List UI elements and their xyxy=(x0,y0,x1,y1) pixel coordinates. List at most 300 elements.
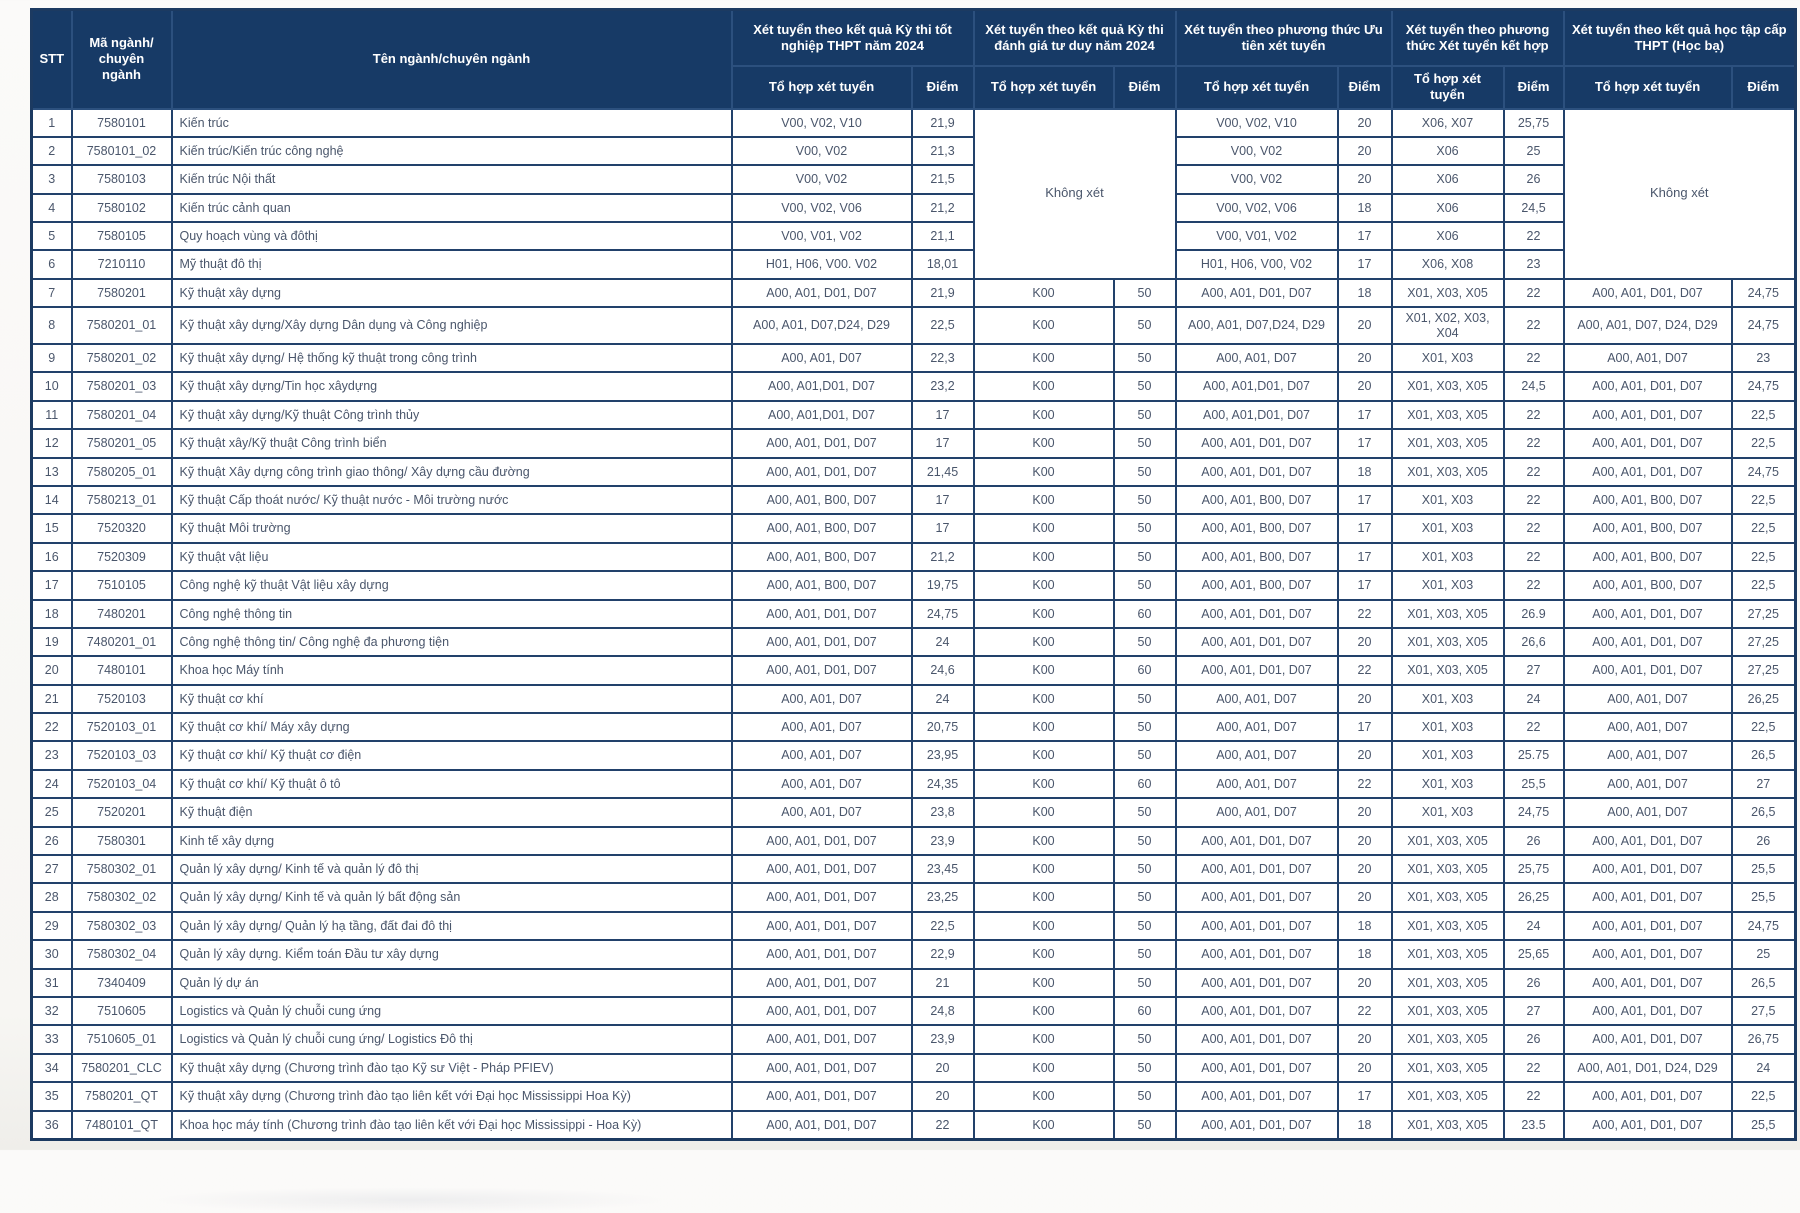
admission-scores-table xyxy=(30,8,1797,1141)
cell-kethop-diem: 24,5 xyxy=(1504,372,1564,400)
table-row xyxy=(32,571,1796,599)
cell-stt: 26 xyxy=(32,827,72,855)
table-row xyxy=(32,1082,1796,1110)
cell-thpt-diem: 24,75 xyxy=(912,600,974,628)
cell-thpt-diem: 23,45 xyxy=(912,855,974,883)
cell-code: 7580201_05 xyxy=(72,429,172,457)
cell-thpt-tohop: A00, A01, D01, D07 xyxy=(732,969,912,997)
cell-kethop-diem: 24 xyxy=(1504,912,1564,940)
subheader-tohop-thpt: Tổ hợp xét tuyển xyxy=(732,66,912,109)
cell-tuduy-diem: 50 xyxy=(1114,1082,1176,1110)
header-group-uu-tien: Xét tuyển theo phương thức Ưu tiên xét tuyển xyxy=(1176,10,1392,67)
cell-hocba-diem: 22,5 xyxy=(1732,713,1796,741)
cell-code: 7480101 xyxy=(72,656,172,684)
cell-name: Công nghệ thông tin/ Công nghệ đa phương tiện xyxy=(172,628,732,656)
cell-tuduy-tohop: K00 xyxy=(974,486,1114,514)
cell-uutien-tohop: A00, A01, D01, D07 xyxy=(1176,458,1338,486)
cell-code: 7580103 xyxy=(72,165,172,193)
cell-uutien-tohop: A00, A01, D01, D07 xyxy=(1176,1025,1338,1053)
cell-stt: 25 xyxy=(32,798,72,826)
table-row xyxy=(32,628,1796,656)
cell-kethop-diem: 26 xyxy=(1504,827,1564,855)
cell-thpt-tohop: V00, V02, V06 xyxy=(732,194,912,222)
cell-hocba-diem: 22,5 xyxy=(1732,486,1796,514)
cell-name: Quản lý xây dựng/ Kinh tế và quản lý bất động sản xyxy=(172,883,732,911)
cell-name: Kỹ thuật xây dựng/Kỹ thuật Công trình thủy xyxy=(172,401,732,429)
cell-thpt-diem: 21,1 xyxy=(912,222,974,250)
cell-tuduy-diem: 50 xyxy=(1114,372,1176,400)
cell-hocba-diem: 27 xyxy=(1732,770,1796,798)
cell-thpt-diem: 23,2 xyxy=(912,372,974,400)
cell-uutien-diem: 18 xyxy=(1338,279,1392,307)
cell-tuduy-diem: 50 xyxy=(1114,741,1176,769)
table-row xyxy=(32,1025,1796,1053)
header-group-hoc-ba: Xét tuyển theo kết quả học tập cấp THPT (Học bạ) xyxy=(1564,10,1796,67)
subheader-tohop-tu-duy: Tổ hợp xét tuyển xyxy=(974,66,1114,109)
cell-name: Kinh tế xây dựng xyxy=(172,827,732,855)
cell-kethop-tohop: X01, X03 xyxy=(1392,770,1504,798)
cell-hocba-diem: 22,5 xyxy=(1732,429,1796,457)
cell-hocba-tohop: A00, A01, D01, D07 xyxy=(1564,940,1732,968)
cell-uutien-tohop: A00, A01, D01, D07 xyxy=(1176,1111,1338,1140)
cell-hocba-diem: 25,5 xyxy=(1732,1111,1796,1140)
table-row xyxy=(32,543,1796,571)
cell-code: 7480201_01 xyxy=(72,628,172,656)
cell-thpt-diem: 17 xyxy=(912,514,974,542)
cell-hocba-diem: 22,5 xyxy=(1732,543,1796,571)
cell-kethop-diem: 25 xyxy=(1504,137,1564,165)
cell-hocba-diem: 22,5 xyxy=(1732,401,1796,429)
cell-thpt-diem: 21,9 xyxy=(912,279,974,307)
cell-name: Kỹ thuật Xây dựng công trình giao thông/ Xây dựng cầu đường xyxy=(172,458,732,486)
cell-hocba-tohop: A00, A01, D01, D07 xyxy=(1564,458,1732,486)
cell-name: Kỹ thuật điện xyxy=(172,798,732,826)
table-row xyxy=(32,656,1796,684)
cell-name: Kỹ thuật cơ khí/ Kỹ thuật ô tô xyxy=(172,770,732,798)
table-row xyxy=(32,600,1796,628)
cell-stt: 22 xyxy=(32,713,72,741)
cell-uutien-diem: 20 xyxy=(1338,798,1392,826)
cell-hocba-diem: 23 xyxy=(1732,344,1796,372)
cell-hocba-diem: 24 xyxy=(1732,1054,1796,1082)
cell-name: Công nghệ kỹ thuật Vật liệu xây dựng xyxy=(172,571,732,599)
table-row xyxy=(32,997,1796,1025)
cell-uutien-diem: 20 xyxy=(1338,855,1392,883)
cell-kethop-tohop: X01, X03, X05 xyxy=(1392,401,1504,429)
header-stt: STT xyxy=(32,10,72,109)
cell-stt: 5 xyxy=(32,222,72,250)
cell-name: Quy hoạch vùng và đôthị xyxy=(172,222,732,250)
cell-kethop-tohop: X01, X03, X05 xyxy=(1392,429,1504,457)
cell-stt: 35 xyxy=(32,1082,72,1110)
cell-kethop-diem: 25,75 xyxy=(1504,855,1564,883)
cell-uutien-tohop: A00, A01, D07,D24, D29 xyxy=(1176,307,1338,344)
cell-kethop-diem: 22 xyxy=(1504,1082,1564,1110)
cell-kethop-diem: 22 xyxy=(1504,486,1564,514)
cell-uutien-tohop: A00, A01, D01, D07 xyxy=(1176,940,1338,968)
cell-hocba-tohop: A00, A01, D07, D24, D29 xyxy=(1564,307,1732,344)
cell-tuduy-diem: 60 xyxy=(1114,997,1176,1025)
cell-hocba-tohop: A00, A01, D01, D07 xyxy=(1564,883,1732,911)
cell-kethop-diem: 26 xyxy=(1504,969,1564,997)
cell-kethop-tohop: X01, X03, X05 xyxy=(1392,372,1504,400)
cell-uutien-diem: 20 xyxy=(1338,741,1392,769)
cell-stt: 8 xyxy=(32,307,72,344)
cell-thpt-diem: 21,45 xyxy=(912,458,974,486)
cell-thpt-tohop: H01, H06, V00. V02 xyxy=(732,250,912,278)
cell-uutien-tohop: H01, H06, V00, V02 xyxy=(1176,250,1338,278)
cell-kethop-tohop: X01, X03, X05 xyxy=(1392,1025,1504,1053)
cell-stt: 16 xyxy=(32,543,72,571)
table-header xyxy=(32,10,1796,109)
cell-thpt-tohop: A00, A01,D01, D07 xyxy=(732,401,912,429)
cell-thpt-tohop: A00, A01, B00, D07 xyxy=(732,571,912,599)
cell-code: 7580102 xyxy=(72,194,172,222)
cell-name: Kiến trúc xyxy=(172,109,732,137)
cell-stt: 34 xyxy=(32,1054,72,1082)
cell-uutien-tohop: A00, A01, D07 xyxy=(1176,713,1338,741)
cell-thpt-tohop: A00, A01, D01, D07 xyxy=(732,656,912,684)
cell-hocba-tohop: A00, A01, D01, D07 xyxy=(1564,855,1732,883)
cell-code: 7580302_02 xyxy=(72,883,172,911)
cell-uutien-tohop: V00, V02 xyxy=(1176,165,1338,193)
cell-name: Kỹ thuật xây dựng (Chương trình đào tạo Kỹ sư Việt - Pháp PFIEV) xyxy=(172,1054,732,1082)
cell-hocba-diem: 24,75 xyxy=(1732,912,1796,940)
cell-thpt-diem: 20,75 xyxy=(912,713,974,741)
cell-hocba-diem: 27,25 xyxy=(1732,656,1796,684)
cell-thpt-tohop: A00, A01, D01, D07 xyxy=(732,997,912,1025)
cell-hocba-tohop: A00, A01, D01, D07 xyxy=(1564,656,1732,684)
cell-thpt-tohop: A00, A01, D01, D07 xyxy=(732,279,912,307)
cell-hocba-tohop: A00, A01, D01, D07 xyxy=(1564,827,1732,855)
cell-kethop-diem: 25,5 xyxy=(1504,770,1564,798)
subheader-diem-uu-tien: Điểm xyxy=(1338,66,1392,109)
cell-code: 7580201_02 xyxy=(72,344,172,372)
cell-hocba-tohop: A00, A01, B00, D07 xyxy=(1564,543,1732,571)
cell-thpt-tohop: A00, A01, D07 xyxy=(732,770,912,798)
cell-uutien-diem: 20 xyxy=(1338,307,1392,344)
cell-name: Quản lý dự án xyxy=(172,969,732,997)
header-group-ket-hop: Xét tuyển theo phương thức Xét tuyển kết hợp xyxy=(1392,10,1564,67)
cell-hocba-tohop: A00, A01, D07 xyxy=(1564,344,1732,372)
cell-thpt-diem: 21,2 xyxy=(912,543,974,571)
cell-thpt-diem: 22,3 xyxy=(912,344,974,372)
cell-tuduy-diem: 50 xyxy=(1114,798,1176,826)
cell-kethop-diem: 22 xyxy=(1504,571,1564,599)
cell-uutien-diem: 20 xyxy=(1338,137,1392,165)
cell-uutien-tohop: A00, A01, D01, D07 xyxy=(1176,429,1338,457)
cell-kethop-tohop: X01, X03, X05 xyxy=(1392,656,1504,684)
cell-code: 7580201_QT xyxy=(72,1082,172,1110)
cell-kethop-diem: 22 xyxy=(1504,307,1564,344)
table-row xyxy=(32,137,1796,165)
cell-hocba-diem: 26,75 xyxy=(1732,1025,1796,1053)
cell-code: 7580101 xyxy=(72,109,172,137)
cell-code: 7580201_04 xyxy=(72,401,172,429)
cell-thpt-diem: 22,5 xyxy=(912,912,974,940)
cell-tuduy-tohop: K00 xyxy=(974,372,1114,400)
cell-kethop-tohop: X06, X08 xyxy=(1392,250,1504,278)
cell-code: 7580205_01 xyxy=(72,458,172,486)
cell-tuduy-tohop: K00 xyxy=(974,1082,1114,1110)
cell-tuduy-diem: 50 xyxy=(1114,1111,1176,1140)
cell-stt: 6 xyxy=(32,250,72,278)
cell-uutien-diem: 20 xyxy=(1338,372,1392,400)
cell-uutien-tohop: A00, A01, D07 xyxy=(1176,798,1338,826)
cell-thpt-tohop: A00, A01, D07 xyxy=(732,741,912,769)
cell-kethop-tohop: X01, X03 xyxy=(1392,685,1504,713)
cell-uutien-diem: 22 xyxy=(1338,656,1392,684)
table-row xyxy=(32,279,1796,307)
cell-hocba-diem: 27,5 xyxy=(1732,997,1796,1025)
cell-name: Kỹ thuật xây dựng/Xây dựng Dân dụng và Công nghiệp xyxy=(172,307,732,344)
cell-thpt-diem: 24,6 xyxy=(912,656,974,684)
cell-stt: 36 xyxy=(32,1111,72,1140)
table-row xyxy=(32,250,1796,278)
cell-stt: 9 xyxy=(32,344,72,372)
cell-tuduy-diem: 50 xyxy=(1114,883,1176,911)
cell-thpt-diem: 22,5 xyxy=(912,307,974,344)
table-row xyxy=(32,969,1796,997)
subheader-diem-ket-hop: Điểm xyxy=(1504,66,1564,109)
cell-thpt-diem: 21,2 xyxy=(912,194,974,222)
table-row xyxy=(32,1054,1796,1082)
cell-hocba-diem: 26,5 xyxy=(1732,741,1796,769)
cell-uutien-diem: 20 xyxy=(1338,685,1392,713)
cell-thpt-tohop: A00, A01, D01, D07 xyxy=(732,1082,912,1110)
cell-kethop-tohop: X01, X03 xyxy=(1392,344,1504,372)
cell-stt: 29 xyxy=(32,912,72,940)
cell-hocba-diem: 24,75 xyxy=(1732,458,1796,486)
cell-uutien-diem: 18 xyxy=(1338,194,1392,222)
cell-hocba-tohop: A00, A01, D01, D07 xyxy=(1564,912,1732,940)
cell-uutien-diem: 18 xyxy=(1338,1111,1392,1140)
cell-uutien-diem: 17 xyxy=(1338,713,1392,741)
cell-kethop-tohop: X01, X02, X03, X04 xyxy=(1392,307,1504,344)
cell-tuduy-tohop: K00 xyxy=(974,279,1114,307)
cell-uutien-tohop: A00, A01, D01, D07 xyxy=(1176,969,1338,997)
cell-tuduy-diem: 50 xyxy=(1114,713,1176,741)
cell-uutien-tohop: A00, A01, D01, D07 xyxy=(1176,855,1338,883)
cell-uutien-diem: 17 xyxy=(1338,222,1392,250)
cell-hocba-diem: 27,25 xyxy=(1732,600,1796,628)
cell-name: Kiến trúc/Kiến trúc công nghệ xyxy=(172,137,732,165)
cell-tuduy-tohop: K00 xyxy=(974,912,1114,940)
cell-uutien-diem: 18 xyxy=(1338,458,1392,486)
cell-tuduy-tohop: K00 xyxy=(974,344,1114,372)
cell-name: Quản lý xây dựng/ Quản lý hạ tầng, đất đai đô thị xyxy=(172,912,732,940)
cell-uutien-diem: 20 xyxy=(1338,109,1392,137)
cell-uutien-tohop: A00, A01, D01, D07 xyxy=(1176,1054,1338,1082)
table-row xyxy=(32,109,1796,137)
cell-uutien-diem: 20 xyxy=(1338,883,1392,911)
cell-tuduy-diem: 50 xyxy=(1114,969,1176,997)
cell-kethop-diem: 22 xyxy=(1504,279,1564,307)
cell-tuduy-tohop: K00 xyxy=(974,514,1114,542)
cell-hocba-tohop: A00, A01, D01, D24, D29 xyxy=(1564,1054,1732,1082)
cell-tuduy-tohop: K00 xyxy=(974,543,1114,571)
cell-uutien-tohop: A00, A01, D01, D07 xyxy=(1176,279,1338,307)
cell-stt: 20 xyxy=(32,656,72,684)
cell-kethop-diem: 25.75 xyxy=(1504,741,1564,769)
cell-tuduy-tohop: K00 xyxy=(974,940,1114,968)
cell-thpt-tohop: A00, A01, D01, D07 xyxy=(732,1054,912,1082)
cell-kethop-diem: 24,5 xyxy=(1504,194,1564,222)
cell-uutien-tohop: A00, A01, B00, D07 xyxy=(1176,514,1338,542)
cell-uutien-diem: 17 xyxy=(1338,514,1392,542)
subheader-tohop-hoc-ba: Tổ hợp xét tuyển xyxy=(1564,66,1732,109)
table-row xyxy=(32,429,1796,457)
cell-stt: 1 xyxy=(32,109,72,137)
cell-kethop-tohop: X01, X03, X05 xyxy=(1392,1111,1504,1140)
cell-thpt-tohop: A00, A01, D01, D07 xyxy=(732,628,912,656)
cell-hocba-tohop: A00, A01, D01, D07 xyxy=(1564,997,1732,1025)
subheader-diem-tu-duy: Điểm xyxy=(1114,66,1176,109)
cell-code: 7520201 xyxy=(72,798,172,826)
cell-tuduy-diem: 60 xyxy=(1114,600,1176,628)
cell-uutien-tohop: V00, V02, V10 xyxy=(1176,109,1338,137)
cell-kethop-tohop: X01, X03, X05 xyxy=(1392,912,1504,940)
cell-stt: 11 xyxy=(32,401,72,429)
cell-thpt-diem: 21,3 xyxy=(912,137,974,165)
cell-kethop-diem: 22 xyxy=(1504,514,1564,542)
table-row xyxy=(32,307,1796,344)
cell-tuduy-tohop: K00 xyxy=(974,855,1114,883)
cell-thpt-diem: 24,8 xyxy=(912,997,974,1025)
cell-kethop-diem: 27 xyxy=(1504,997,1564,1025)
cell-stt: 24 xyxy=(32,770,72,798)
cell-hocba-diem: 25 xyxy=(1732,940,1796,968)
cell-thpt-tohop: A00, A01, D07 xyxy=(732,713,912,741)
cell-kethop-diem: 26 xyxy=(1504,165,1564,193)
cell-name: Mỹ thuật đô thị xyxy=(172,250,732,278)
cell-stt: 10 xyxy=(32,372,72,400)
cell-uutien-tohop: A00, A01,D01, D07 xyxy=(1176,401,1338,429)
cell-hocba-tohop: A00, A01, B00, D07 xyxy=(1564,486,1732,514)
cell-code: 7520103_04 xyxy=(72,770,172,798)
cell-code: 7580302_04 xyxy=(72,940,172,968)
cell-kethop-tohop: X01, X03 xyxy=(1392,514,1504,542)
cell-tuduy-tohop: K00 xyxy=(974,997,1114,1025)
table-row xyxy=(32,165,1796,193)
cell-tuduy-tohop: K00 xyxy=(974,458,1114,486)
cell-tuduy-tohop: K00 xyxy=(974,798,1114,826)
cell-hocba-tohop: A00, A01, D07 xyxy=(1564,798,1732,826)
cell-thpt-diem: 23,95 xyxy=(912,741,974,769)
header-ten-nganh: Tên ngành/chuyên ngành xyxy=(172,10,732,109)
cell-tuduy-tohop: K00 xyxy=(974,600,1114,628)
cell-thpt-diem: 17 xyxy=(912,429,974,457)
cell-tuduy-tohop: K00 xyxy=(974,628,1114,656)
cell-code: 7520103_01 xyxy=(72,713,172,741)
cell-tuduy-tohop: K00 xyxy=(974,713,1114,741)
cell-thpt-tohop: A00, A01, D07 xyxy=(732,344,912,372)
cell-hocba-diem: 24,75 xyxy=(1732,307,1796,344)
cell-kethop-tohop: X01, X03, X05 xyxy=(1392,458,1504,486)
cell-hocba-tohop: A00, A01, D01, D07 xyxy=(1564,969,1732,997)
cell-tuduy-diem: 50 xyxy=(1114,307,1176,344)
table-row xyxy=(32,770,1796,798)
cell-tuduy-diem: 50 xyxy=(1114,827,1176,855)
cell-name: Kỹ thuật xây dựng (Chương trình đào tạo liên kết với Đại học Mississippi Hoa Kỳ) xyxy=(172,1082,732,1110)
cell-stt: 27 xyxy=(32,855,72,883)
cell-thpt-tohop: A00, A01, D07 xyxy=(732,685,912,713)
cell-kethop-diem: 25,75 xyxy=(1504,109,1564,137)
cell-tuduy-khong-xet: Không xét xyxy=(974,109,1176,279)
cell-code: 7580105 xyxy=(72,222,172,250)
cell-thpt-diem: 23,25 xyxy=(912,883,974,911)
cell-kethop-diem: 26 xyxy=(1504,1025,1564,1053)
cell-uutien-diem: 17 xyxy=(1338,1082,1392,1110)
table-row xyxy=(32,372,1796,400)
table-row xyxy=(32,222,1796,250)
cell-thpt-diem: 18,01 xyxy=(912,250,974,278)
cell-thpt-tohop: A00, A01, D01, D07 xyxy=(732,1111,912,1140)
cell-code: 7210110 xyxy=(72,250,172,278)
cell-thpt-diem: 23,9 xyxy=(912,1025,974,1053)
table-row xyxy=(32,940,1796,968)
cell-thpt-diem: 19,75 xyxy=(912,571,974,599)
cell-tuduy-diem: 50 xyxy=(1114,912,1176,940)
cell-tuduy-diem: 50 xyxy=(1114,1025,1176,1053)
cell-thpt-tohop: A00, A01, B00, D07 xyxy=(732,514,912,542)
cell-uutien-diem: 17 xyxy=(1338,543,1392,571)
cell-tuduy-tohop: K00 xyxy=(974,827,1114,855)
cell-thpt-tohop: A00, A01, D01, D07 xyxy=(732,600,912,628)
cell-kethop-tohop: X01, X03 xyxy=(1392,571,1504,599)
cell-uutien-tohop: A00, A01, D01, D07 xyxy=(1176,1082,1338,1110)
cell-stt: 15 xyxy=(32,514,72,542)
subheader-tohop-uu-tien: Tổ hợp xét tuyển xyxy=(1176,66,1338,109)
cell-name: Khoa học máy tính (Chương trình đào tạo liên kết với Đại học Mississippi - Hoa Kỳ) xyxy=(172,1111,732,1140)
cell-uutien-tohop: A00, A01, B00, D07 xyxy=(1176,486,1338,514)
cell-hocba-diem: 22,5 xyxy=(1732,514,1796,542)
table-row xyxy=(32,883,1796,911)
cell-uutien-tohop: A00, A01, D07 xyxy=(1176,685,1338,713)
cell-uutien-tohop: V00, V01, V02 xyxy=(1176,222,1338,250)
cell-uutien-tohop: A00, A01, D07 xyxy=(1176,344,1338,372)
cell-kethop-tohop: X01, X03 xyxy=(1392,486,1504,514)
cell-kethop-tohop: X06 xyxy=(1392,165,1504,193)
cell-tuduy-diem: 50 xyxy=(1114,344,1176,372)
cell-thpt-tohop: V00, V02 xyxy=(732,165,912,193)
cell-thpt-tohop: A00, A01, B00, D07 xyxy=(732,486,912,514)
cell-thpt-diem: 20 xyxy=(912,1054,974,1082)
cell-name: Kỹ thuật Cấp thoát nước/ Kỹ thuật nước - Môi trường nước xyxy=(172,486,732,514)
cell-hocba-diem: 27,25 xyxy=(1732,628,1796,656)
cell-code: 7580101_02 xyxy=(72,137,172,165)
cell-stt: 12 xyxy=(32,429,72,457)
cell-kethop-diem: 25,65 xyxy=(1504,940,1564,968)
cell-uutien-tohop: A00, A01, D01, D07 xyxy=(1176,628,1338,656)
cell-tuduy-diem: 50 xyxy=(1114,486,1176,514)
cell-tuduy-tohop: K00 xyxy=(974,1025,1114,1053)
cell-uutien-diem: 17 xyxy=(1338,486,1392,514)
cell-uutien-diem: 18 xyxy=(1338,940,1392,968)
cell-tuduy-tohop: K00 xyxy=(974,656,1114,684)
cell-kethop-tohop: X01, X03, X05 xyxy=(1392,1082,1504,1110)
cell-code: 7580302_01 xyxy=(72,855,172,883)
cell-tuduy-diem: 50 xyxy=(1114,429,1176,457)
cell-uutien-diem: 17 xyxy=(1338,571,1392,599)
cell-thpt-diem: 24 xyxy=(912,685,974,713)
cell-uutien-tohop: V00, V02, V06 xyxy=(1176,194,1338,222)
cell-tuduy-diem: 60 xyxy=(1114,656,1176,684)
cell-uutien-diem: 20 xyxy=(1338,1025,1392,1053)
cell-stt: 17 xyxy=(32,571,72,599)
cell-tuduy-diem: 50 xyxy=(1114,571,1176,599)
cell-stt: 3 xyxy=(32,165,72,193)
